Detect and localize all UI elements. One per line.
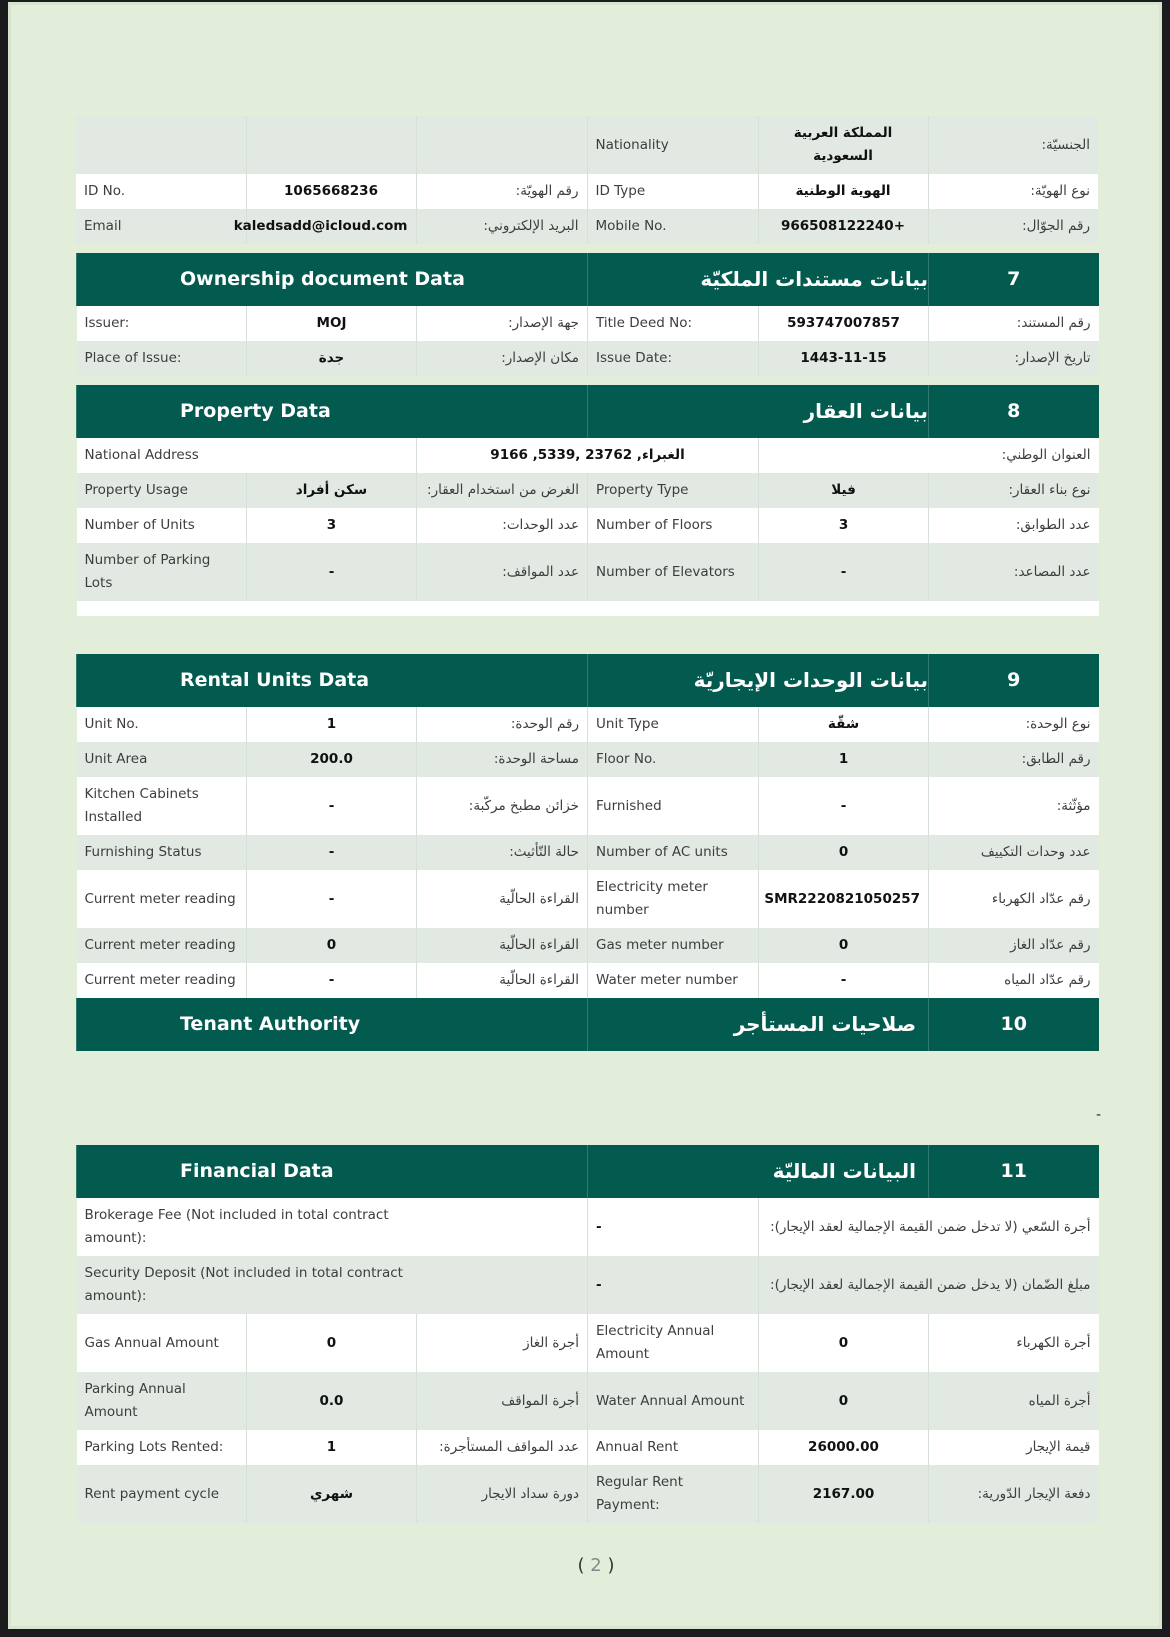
- field-value: SMR2220821050257: [759, 870, 929, 928]
- field-label-ar: دفعة الإيجار الدّورية:: [929, 1465, 1099, 1523]
- field-label-ar: القراءة الحالّية: [417, 870, 588, 928]
- section-title-ar: بيانات الوحدات الإيجاريّة: [588, 654, 929, 707]
- field-label-en: Number of Units: [77, 508, 247, 543]
- field-value: شقّة: [759, 707, 929, 742]
- field-label-en: Parking Lots Rented:: [77, 1430, 247, 1465]
- field-label-ar: عدد وحدات التكييف: [929, 835, 1099, 870]
- field-value: 0: [247, 928, 417, 963]
- field-value: 1: [247, 1430, 417, 1465]
- field-label-en: Unit Area: [77, 742, 247, 777]
- field-label-en: ID Type: [587, 174, 758, 209]
- field-label-en: Security Deposit (Not included in total contract amount):: [77, 1256, 588, 1314]
- field-value: +966508122240: [758, 209, 928, 244]
- table-row: [77, 870, 1099, 928]
- tenant-authority-header: [77, 998, 1099, 1051]
- table-row: [77, 1430, 1099, 1465]
- table-row: [76, 116, 1098, 174]
- field-value: 0: [247, 1314, 417, 1372]
- field-value: -: [759, 777, 929, 835]
- field-label-en: Current meter reading: [77, 870, 247, 928]
- field-value: [246, 116, 416, 174]
- field-label-en: Gas Annual Amount: [77, 1314, 247, 1372]
- field-label-ar: الغرض من استخدام العقار:: [417, 473, 588, 508]
- field-label-en: [76, 116, 246, 174]
- field-label-ar: أجرة الكهرباء: [929, 1314, 1099, 1372]
- table-row: [77, 742, 1099, 777]
- field-label-en: Gas meter number: [588, 928, 759, 963]
- field-label-en: Property Usage: [77, 473, 247, 508]
- section-title-ar: بيانات العقار: [588, 385, 929, 438]
- field-label-en: Issuer:: [77, 306, 247, 341]
- field-label-ar: رقم عدّاد الغاز: [929, 928, 1099, 963]
- section-header: [77, 253, 1099, 306]
- field-label-ar: مكان الإصدار:: [417, 341, 588, 376]
- field-label-en: Furnished: [588, 777, 759, 835]
- field-value: -: [759, 543, 929, 601]
- field-value: سكن أفراد: [247, 473, 417, 508]
- field-label-en: Parking Annual Amount: [77, 1372, 247, 1430]
- field-label-ar: أجرة الغاز: [417, 1314, 588, 1372]
- ownership-section: [76, 253, 1098, 376]
- field-label-ar: القراءة الحالّية: [417, 963, 588, 998]
- field-value: -: [588, 1256, 759, 1314]
- field-label-ar: عدد المواقف:: [417, 543, 588, 601]
- table-row: [77, 473, 1099, 508]
- section-number: 8: [929, 385, 1099, 438]
- field-label-ar: القراءة الحالّية: [417, 928, 588, 963]
- rental-units-table: [76, 654, 1099, 1051]
- field-label-en: ID No.: [76, 174, 246, 209]
- field-label-ar: دورة سداد الايجار: [417, 1465, 588, 1523]
- field-value: MOJ: [247, 306, 417, 341]
- field-label-ar: نوع بناء العقار:: [929, 473, 1099, 508]
- field-label-ar: العنوان الوطني:: [759, 438, 1099, 473]
- field-label-ar: الجنسيّة:: [928, 116, 1098, 174]
- field-label-ar: مبلغ الضّمان (لا يدخل ضمن القيمة الإجمالية لعقد الإيجار):: [759, 1256, 1099, 1314]
- field-value: فيلا: [759, 473, 929, 508]
- field-label-en: Water meter number: [588, 963, 759, 998]
- table-row: [77, 835, 1099, 870]
- field-label-ar: البريد الإلكتروني:: [416, 209, 587, 244]
- section-title-ar: البيانات الماليّة: [588, 1145, 929, 1198]
- field-value: 593747007857: [759, 306, 929, 341]
- field-value: 2167.00: [759, 1465, 929, 1523]
- section-number: 7: [929, 253, 1099, 306]
- field-label-en: Unit No.: [77, 707, 247, 742]
- table-row: [77, 1465, 1099, 1523]
- property-table: [76, 385, 1099, 616]
- field-label-en: Nationality: [587, 116, 758, 174]
- table-row: [76, 209, 1098, 244]
- party-table: [76, 116, 1098, 244]
- field-value: 0: [759, 1314, 929, 1372]
- field-label-en: Electricity meter number: [588, 870, 759, 928]
- section-header: [77, 385, 1099, 438]
- field-label-en: Kitchen Cabinets Installed: [77, 777, 247, 835]
- field-label-en: Annual Rent: [588, 1430, 759, 1465]
- table-row: [76, 174, 1098, 209]
- field-label-en: Electricity Annual Amount: [588, 1314, 759, 1372]
- field-value: الهوية الوطنية: [758, 174, 928, 209]
- field-value: 0: [759, 928, 929, 963]
- field-label-en: Number of Elevators: [588, 543, 759, 601]
- field-value: 0.0: [247, 1372, 417, 1430]
- field-value: 1: [247, 707, 417, 742]
- field-label-en: Water Annual Amount: [588, 1372, 759, 1430]
- field-label-ar: مساحة الوحدة:: [417, 742, 588, 777]
- field-label-ar: جهة الإصدار:: [417, 306, 588, 341]
- section-title-en: Tenant Authority: [77, 998, 588, 1051]
- field-value: -: [588, 1198, 759, 1256]
- section-title-en: Financial Data: [77, 1145, 588, 1198]
- field-value: 3: [247, 508, 417, 543]
- table-row: [77, 928, 1099, 963]
- field-label-ar: رقم الهويّة:: [416, 174, 587, 209]
- field-label-en: Mobile No.: [587, 209, 758, 244]
- table-row: [77, 543, 1099, 601]
- field-label-en: Number of Floors: [588, 508, 759, 543]
- field-label-en: Email: [76, 209, 246, 244]
- section-title-en: Ownership document Data: [77, 253, 588, 306]
- field-value: 0: [759, 835, 929, 870]
- ownership-table: [76, 253, 1099, 376]
- field-label-en: Furnishing Status: [77, 835, 247, 870]
- table-row: [77, 306, 1099, 341]
- field-label-ar: تاريخ الإصدار:: [929, 341, 1099, 376]
- field-value: 3: [759, 508, 929, 543]
- field-value: -: [759, 963, 929, 998]
- field-label-en: Title Deed No:: [588, 306, 759, 341]
- field-label-en: Regular Rent Payment:: [588, 1465, 759, 1523]
- page-number: ( 2 ): [577, 1555, 615, 1576]
- field-label-ar: أجرة المياه: [929, 1372, 1099, 1430]
- field-label-ar: قيمة الإيجار: [929, 1430, 1099, 1465]
- field-label-ar: رقم عدّاد الكهرباء: [929, 870, 1099, 928]
- field-label-ar: رقم عدّاد المياه: [929, 963, 1099, 998]
- field-value: 0: [759, 1372, 929, 1430]
- field-value: -: [247, 777, 417, 835]
- field-label-ar: [416, 116, 587, 174]
- field-label-ar: عدد المصاعد:: [929, 543, 1099, 601]
- section-number: 9: [929, 654, 1099, 707]
- field-label-ar: رقم الجوّال:: [928, 209, 1098, 244]
- field-label-en: Current meter reading: [77, 963, 247, 998]
- field-label-en: Issue Date:: [588, 341, 759, 376]
- field-label-en: Number of Parking Lots: [77, 543, 247, 601]
- tenant-authority-content: -: [1096, 1107, 1102, 1123]
- field-label-ar: مؤثّثة:: [929, 777, 1099, 835]
- field-value: 1065668236: [246, 174, 416, 209]
- table-row: [77, 1372, 1099, 1430]
- field-value: جدة: [247, 341, 417, 376]
- field-label-en: Rent payment cycle: [77, 1465, 247, 1523]
- table-row: [77, 1314, 1099, 1372]
- security-deposit-row: [77, 1256, 1099, 1314]
- financial-section: [76, 1145, 1098, 1523]
- field-label-en: Current meter reading: [77, 928, 247, 963]
- financial-table: [76, 1145, 1099, 1523]
- field-value: -: [247, 870, 417, 928]
- field-label-en: Brokerage Fee (Not included in total contract amount):: [77, 1198, 588, 1256]
- field-value: -: [247, 963, 417, 998]
- table-row: [77, 777, 1099, 835]
- field-label-ar: رقم الوحدة:: [417, 707, 588, 742]
- field-value: -: [247, 835, 417, 870]
- field-label-ar: رقم المستند:: [929, 306, 1099, 341]
- field-label-en: Unit Type: [588, 707, 759, 742]
- field-value: 1: [759, 742, 929, 777]
- national-address-row: [77, 438, 1099, 473]
- section-header: [77, 654, 1099, 707]
- field-value: شهري: [247, 1465, 417, 1523]
- field-label-ar: أجرة المواقف: [417, 1372, 588, 1430]
- field-value: -: [247, 543, 417, 601]
- field-label-en: National Address: [77, 438, 417, 473]
- field-label-ar: رقم الطابق:: [929, 742, 1099, 777]
- table-row: [77, 341, 1099, 376]
- section-header: [77, 1145, 1099, 1198]
- field-label-en: Property Type: [588, 473, 759, 508]
- section-title-ar: بيانات مستندات الملكيّة: [588, 253, 929, 306]
- table-row: [77, 508, 1099, 543]
- field-value: 200.0: [247, 742, 417, 777]
- field-value: المملكة العربية السعودية: [758, 116, 928, 174]
- document-page: [8, 2, 1162, 1629]
- field-value: الغبراء, 23762 ,5339, 9166: [417, 438, 759, 473]
- field-label-en: Place of Issue:: [77, 341, 247, 376]
- table-row: [77, 707, 1099, 742]
- field-label-en: Number of AC units: [588, 835, 759, 870]
- section-number: 10: [929, 998, 1099, 1051]
- field-value: 1443-11-15: [759, 341, 929, 376]
- field-label-ar: خزائن مطبخ مركّبة:: [417, 777, 588, 835]
- section-title-en: Property Data: [77, 385, 588, 438]
- table-row: [77, 963, 1099, 998]
- property-section: [76, 385, 1098, 616]
- field-label-ar: عدد الوحدات:: [417, 508, 588, 543]
- field-value: 26000.00: [759, 1430, 929, 1465]
- field-label-ar: عدد المواقف المستأجرة:: [417, 1430, 588, 1465]
- spacer: [77, 601, 1099, 616]
- field-label-ar: نوع الهويّة:: [928, 174, 1098, 209]
- field-label-en: Floor No.: [588, 742, 759, 777]
- field-label-ar: عدد الطوابق:: [929, 508, 1099, 543]
- field-label-ar: حالة التّأثيث:: [417, 835, 588, 870]
- page-number-value: 2: [590, 1555, 602, 1576]
- rental-units-section: [76, 654, 1098, 1051]
- brokerage-fee-row: [77, 1198, 1099, 1256]
- section-title-en: Rental Units Data: [77, 654, 588, 707]
- field-label-ar: أجرة السّعي (لا تدخل ضمن القيمة الإجمالية لعقد الإيجار):: [759, 1198, 1099, 1256]
- field-label-ar: نوع الوحدة:: [929, 707, 1099, 742]
- party-section: [76, 116, 1098, 244]
- section-title-ar: صلاحيات المستأجر: [588, 998, 929, 1051]
- field-value: kaledsadd@icloud.com: [246, 209, 416, 244]
- section-number: 11: [929, 1145, 1099, 1198]
